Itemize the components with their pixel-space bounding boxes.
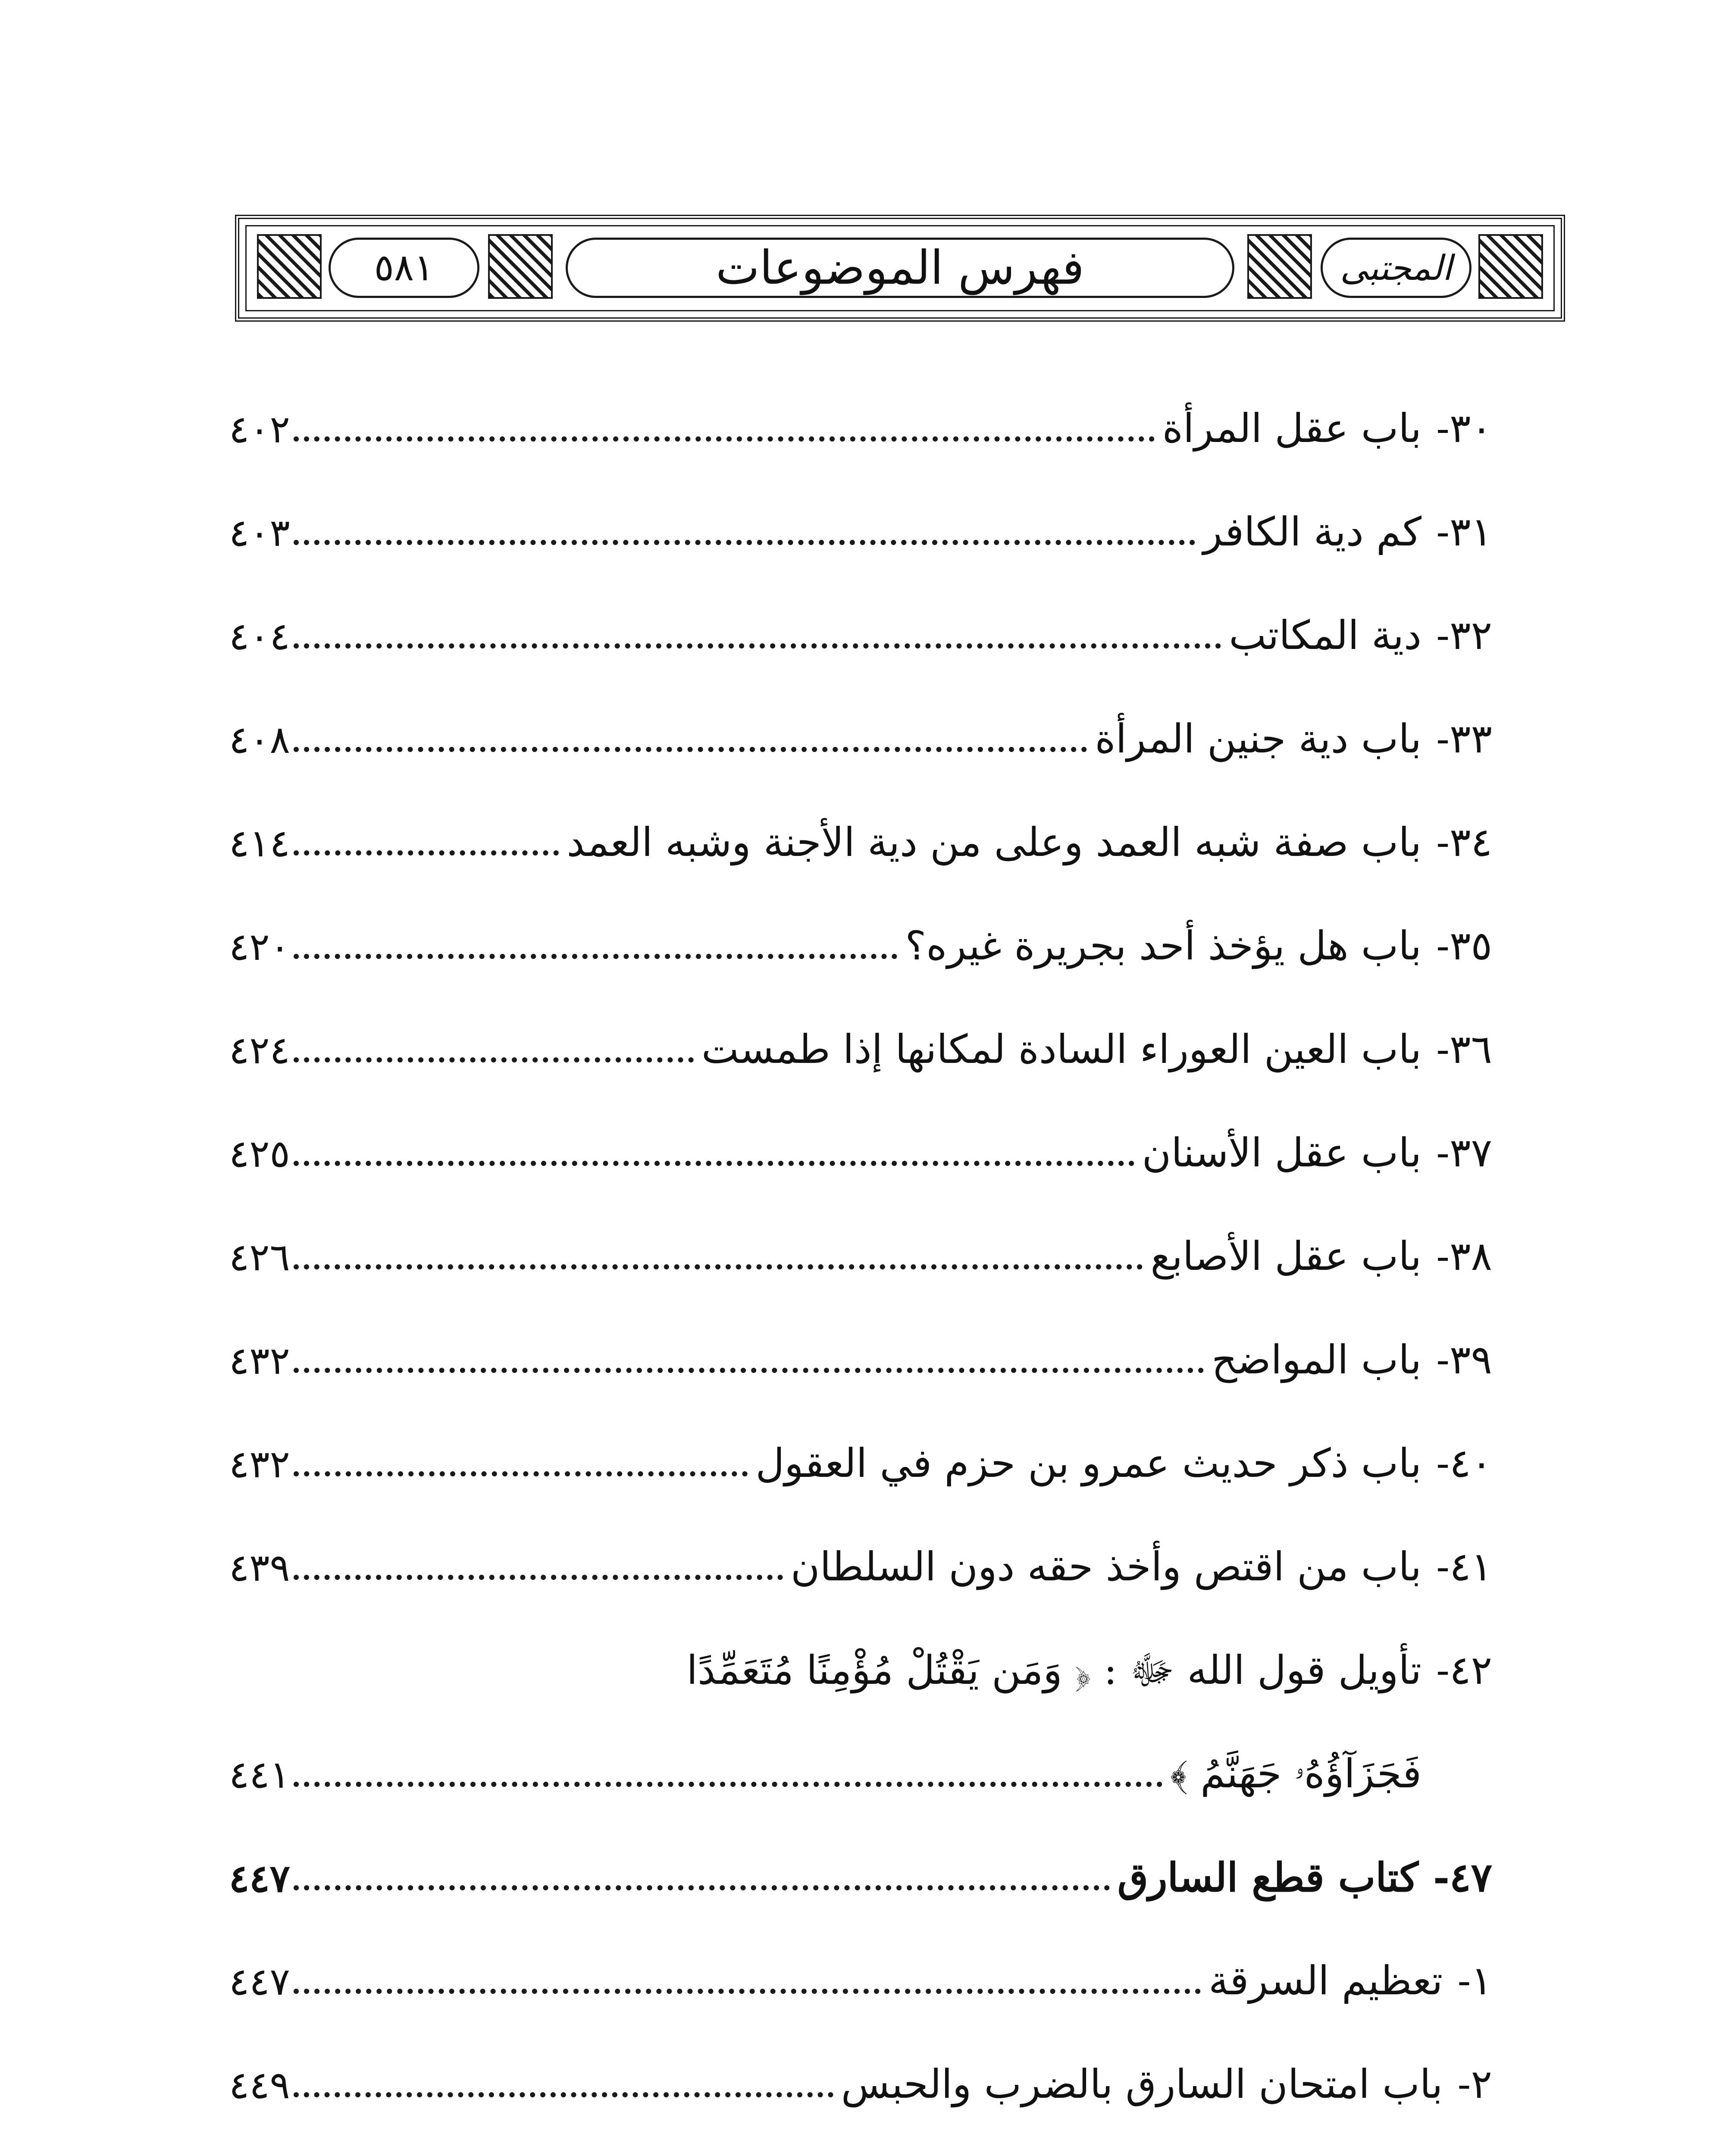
entry-page: ٤٤٧: [229, 1959, 290, 2004]
toc-entry-continuation: [229, 1733, 1492, 1797]
entry-page: ٤٠٨: [229, 718, 290, 762]
entry-title: باب عقل المرأة: [1162, 405, 1422, 451]
entry-title: فَجَزَآؤُهُۥ جَهَنَّمُ ﴾: [1170, 1751, 1422, 1797]
entry-title: باب عقل الأسنان: [1142, 1130, 1422, 1176]
toc-entry: [229, 1423, 1492, 1486]
entry-page: ٤٢٤: [229, 1028, 290, 1072]
entry-title: باب عقل الأصابع: [1150, 1233, 1422, 1279]
entry-number: ٣٧-: [1436, 1130, 1492, 1176]
dot-leader: [294, 436, 1155, 442]
entry-title: كتاب قطع السارق: [1117, 1854, 1418, 1901]
dot-leader: [294, 1575, 783, 1580]
entry-number: ٣٢-: [1436, 612, 1492, 658]
dot-leader: [294, 1161, 1134, 1166]
entry-page: ٤٠٤: [229, 614, 290, 658]
dot-leader: [294, 1057, 694, 1062]
entry-page: ٤٤٩: [229, 2063, 290, 2107]
entry-title: دية المكاتب: [1229, 612, 1422, 658]
entry-page: ٤٢٥: [229, 1131, 290, 1176]
dot-leader: [294, 1368, 1204, 1373]
dot-leader: [294, 540, 1196, 545]
dot-leader: [294, 1989, 1201, 1994]
entry-title: باب امتحان السارق بالضرب والحبس: [841, 2061, 1443, 2107]
toc-entry: [229, 802, 1492, 865]
entry-title: باب من اقتص وأخذ حقه دون السلطان: [791, 1544, 1422, 1590]
toc-entry: [229, 1009, 1492, 1072]
entry-title: باب العين العوراء السادة لمكانها إذا طمست: [701, 1026, 1422, 1072]
entry-title: تعظيم السرقة: [1208, 1958, 1443, 2004]
toc-entry: [229, 1216, 1492, 1279]
entry-title: كم دية الكافر: [1203, 509, 1422, 555]
toc-entry: [229, 699, 1492, 762]
page-number: ٥٨١: [374, 246, 434, 289]
entry-page: ٤٢٠: [229, 924, 290, 969]
entry-number: ٣٦-: [1436, 1026, 1492, 1072]
entry-number: ٤٠-: [1436, 1440, 1492, 1486]
entry-number: ٣٠-: [1436, 405, 1492, 451]
entry-number: ٣٩-: [1436, 1337, 1492, 1383]
toc-entry: [229, 492, 1492, 555]
toc-book-heading: [229, 1837, 1492, 1901]
toc-entry: [229, 2147, 1492, 2156]
dot-leader: [294, 643, 1221, 649]
entry-page: ٤٤٧: [229, 1856, 290, 1901]
entry-page: ٤٢٦: [229, 1235, 290, 1279]
entry-number: ٣٣-: [1436, 716, 1492, 762]
dot-leader: [294, 1782, 1162, 1787]
entry-page: ٤٠٢: [229, 407, 290, 451]
entry-title: باب المواضح: [1212, 1337, 1422, 1383]
entry-number: ٣١-: [1436, 509, 1492, 555]
entry-page: ٤٣٢: [229, 1442, 290, 1486]
toc-entry: [229, 1526, 1492, 1590]
toc-entry: [229, 1630, 1492, 1693]
entry-title: باب دية جنين المرأة: [1095, 716, 1422, 762]
dot-leader: [294, 1264, 1143, 1269]
entry-number: ٣٥-: [1436, 923, 1492, 969]
entry-title: تأويل قول الله ﷻ : ﴿ وَمَن يَقْتُلْ مُؤْمِنًا مُتَعَمِّدًا: [686, 1647, 1422, 1693]
dot-leader: [294, 954, 898, 959]
entry-page: ٤١٤: [229, 821, 290, 865]
toc-entry: [229, 388, 1492, 451]
entry-number: ٤٢-: [1436, 1647, 1492, 1693]
dot-leader: [294, 2092, 833, 2097]
entry-page: ٤٤١: [229, 1752, 290, 1797]
book-name: المجتبى: [1340, 248, 1452, 288]
toc-entry: [229, 2044, 1492, 2107]
dot-leader: [294, 1885, 1110, 1890]
entry-number: ٣٤-: [1436, 819, 1492, 865]
toc-entry: [229, 1319, 1492, 1383]
toc-entry: [229, 1112, 1492, 1176]
entry-number: ٢-: [1457, 2061, 1492, 2107]
entry-page: ٤٠٣: [229, 511, 290, 555]
entry-title: باب ذكر حديث عمرو بن حزم في العقول: [755, 1440, 1422, 1486]
dot-leader: [294, 747, 1087, 752]
entry-number: ٣٨-: [1436, 1233, 1492, 1279]
entry-number: ٤١-: [1436, 1544, 1492, 1590]
entry-page: ٤٣٢: [229, 1338, 290, 1383]
page-title: فهرس الموضوعات: [716, 241, 1084, 295]
toc-entry: [229, 1940, 1492, 2004]
toc-entry: [229, 906, 1492, 969]
entry-title: باب صفة شبه العمد وعلى من دية الأجنة وشبه العمد: [567, 819, 1422, 865]
dot-leader: [294, 850, 559, 856]
entry-number: ٤٧-: [1433, 1854, 1492, 1901]
entry-number: ١-: [1457, 1958, 1492, 2004]
dot-leader: [294, 1471, 748, 1476]
entry-page: ٤٣٩: [229, 1545, 290, 1590]
toc-entry: [229, 595, 1492, 658]
entry-title: باب هل يؤخذ أحد بجريرة غيره؟: [905, 923, 1422, 969]
